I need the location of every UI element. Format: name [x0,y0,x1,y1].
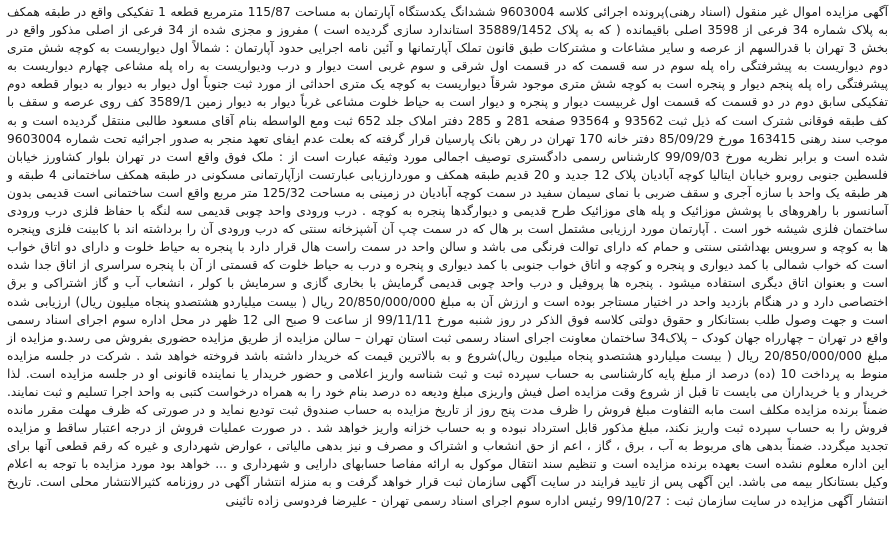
auction-notice-text: آگهی مزایده اموال غیر منقول (اسناد رهنی)پرونده اجرائی کلاسه 9603004 ششدانگ یکدستگاه آپارتمان به مساحت 115/87 مترمربع قطعه 1 تفکیکی واقع در طبقه همکف به پلاک شماره 34 فرعی از 3598 اصلی باقیمانده ( که به پلاک 35889/1452 استاندارد سازی گردیده است ) مفروز و مجزی شده از 34 فرعی از اصلی مذکور واقع در بخش 3 تهران با قدرالسهم از عرصه و سایر مشاعات و مشترکات طبق قانون تملک آپارتمانها و آئین نامه اجرایی حدود آپارتمان : شمالاً اول دیواریست به کوچه شش متری دوم دیواریست به پیشرفتگی راه پله سوم در سه قسمت که در قسمت اول شرقی و سوم غربی است دیوار و درب ودیواریست به راه پله مشاعی چهارم دیواریست به پیشرفتگی راه پله پنجم دیوار و پنجره است به کوچه شش متری موجود شرقاً دیواریست به کوچه یک متری احداثی از مورد ثبت جنوباً اول دیوار به دیوار به دیوار قطعه دوم تفکیکی سابق دوم در دو قسمت که قسمت اول غربیست دیوار و پنجره و دیوار است به حیاط خلوت مشاعی غرباً دیوار به دیوار زمین 3589/1 کف روی عرصه و سقف با کف طبقه فوقانی شترک است که ذیل ثبت 93562 و 93564 صفحه 281 و 285 دفتر املاک جلد 652 ثبت ومع الواسطه بنام آقای مسعود طالبی منتقل گردیده است و به موجب سند رهنی 163415 مورخ 85/09/29 دفتر خانه 170 تهران در رهن بانک پارسیان قرار گرفته که بعلت عدم ایفای تعهد منجر به صدور اجرائیه تحت شماره 9603004 شده است و برابر نظریه مورخ 99/09/03 کارشناس رسمی دادگستری توصیف اجمالی مورد وثیقه عبارت است از : ملک فوق واقع است در تهران بلوار کشاورز خیابان فلسطین جنوبی روبرو خیابان ایتالیا کوچه آبادیان پلاک 12 جدید و 20 قدیم طبقه همکف و موردارزیابی عبارتست ازآپارتمانی مسکونی در طبقه همکف ساختمانی 4 طبقه و هر طبقه یک واحد با سازه آجری و سقف ضربی با نمای سیمان سفید در سمت کوچه آبادیان در زمینی به مساحت 125/32 متر مربع واقع است ساختمانی است قدیمی بدون آسانسور با راهروهای با پوشش موزائیک و پله های موزائیک طرح قدیمی و دیوارگدها پنجره به کوچه . درب ورودی واحد چوبی قدیمی سه لنگه با حفاظ فلزی درب ورودی ساختمان فلزی شیشه خور است . آپارتمان مورد ارزیابی مشتمل است بر هال که در سمت چپ آن آشپزخانه سنتی که درب ورودی آن را برداشته اند با کابینت فلزی وپنجره ها به کوچه و سرویس بهداشتی سنتی و حمام که دارای توالت فرنگی می باشد و سالن واحد در سمت راست هال قرار دارد با پنجره به حیاط خلوت و دارای دو اتاق خواب است که خواب شمالی با کمد دیواری و پنجره و کوچه و اتاق خواب جنوبی با کمد دیواری و پنجره و درب به حیاط خلوت که قسمتی از آن با پنجره سراسری از اتاق جدا شده است و بعنوان اتاق دیگری استفاده میشود . پنجره ها پروفیل و درب واحد چوبی قدیمی گرمایش با بخاری گازی و سرمایش با کولر ، انشعاب آب و گاز اشتراکی و برق اختصاصی دارد و در هنگام بازدید واحد در اختیار مستاجر بوده است و ارزش آن به مبلغ 20/850/000/000 ریال ( بیست میلیاردو هشتصدو پنجاه میلیون ریال) ارزیابی شده است و جهت وصول طلب بستانکار و حقوق دولتی کلاسه فوق الذکر در روز شنبه مورخ 99/11/11 از ساعت 9 صبح الی 12 ظهر در محل اداره سوم اجرای اسناد رسمی واقع در تهران – چهارراه جهان کودک – پلاک34 ساختمان معاونت اجرای اسناد رسمی ثبت استان تهران – سالن مزایده از طریق مزایده حضوری بفروش می رسد.و مزایده از مبلغ 20/850/000/000 ریال ( بیست میلیاردو هشتصدو پنجاه میلیون ریال)شروع و به بالاترین قیمت که خریدار داشته باشد فروخته خواهد شد . شرکت در جلسه مزایده منوط به پرداخت 10 (ده) درصد از مبلغ پایه کارشناسی به حساب سپرده ثبت و ثبت شناسه واریز اعلامی و حضور خریدار یا نماینده قانونی او در جلسه مزایده است. لذا خریدار و یا خریداران می بایست تا قبل از شروع وقت مزایده اصل فیش واریزی مبلغ ودیعه ده درصد بنام خود را به همراه درخواست کتبی به واحد اجرا تسلیم و ثبت نمایند. ضمناً برنده مزایده مکلف است مابه التفاوت مبلغ فروش را ظرف مدت پنج روز از تاریخ مزایده به حساب صندوق ثبت تودیع نماید و در صورتی که ظرف مهلت مقرر مانده فروش را به حساب سپرده ثبت واریز نکند، مبلغ مذکور قابل استرداد نبوده و به حساب خزانه واریز خواهد شد . در صورت عملیات فروش از درجه اعتبار ساقط و مزایده تجدید میگردد. ضمناً بدهی های مربوط به آب ، برق ، گاز ، اعم از حق انشعاب و اشتراک و مصرف و نیز بدهی مالیاتی ، عوارض شهرداری و غیره که رقم قطعی آنها برای این اداره معلوم نشده است بعهده برنده مزایده است و تنظیم سند انتقال موکول به ارائه مفاصا حسابهای دارایی و شهرداری و ... خواهد بود مورد مزایده با توجه به اعلام وکیل بستانکار بیمه می باشد. این آگهی پس از تایید فرایند در سایت آگهی سازمان ثبت قرار خواهد گرفت و به منزله انتشار آگهی در روزنامه کثیرالانتشار محلی است. تاریخ انتشار آگهی مزایده در سایت سازمان ثبت : 99/10/27 رئیس اداره سوم اجرای اسناد رسمی تهران - علیرضا فردوسی زاده تائینی [7,5,889,508]
